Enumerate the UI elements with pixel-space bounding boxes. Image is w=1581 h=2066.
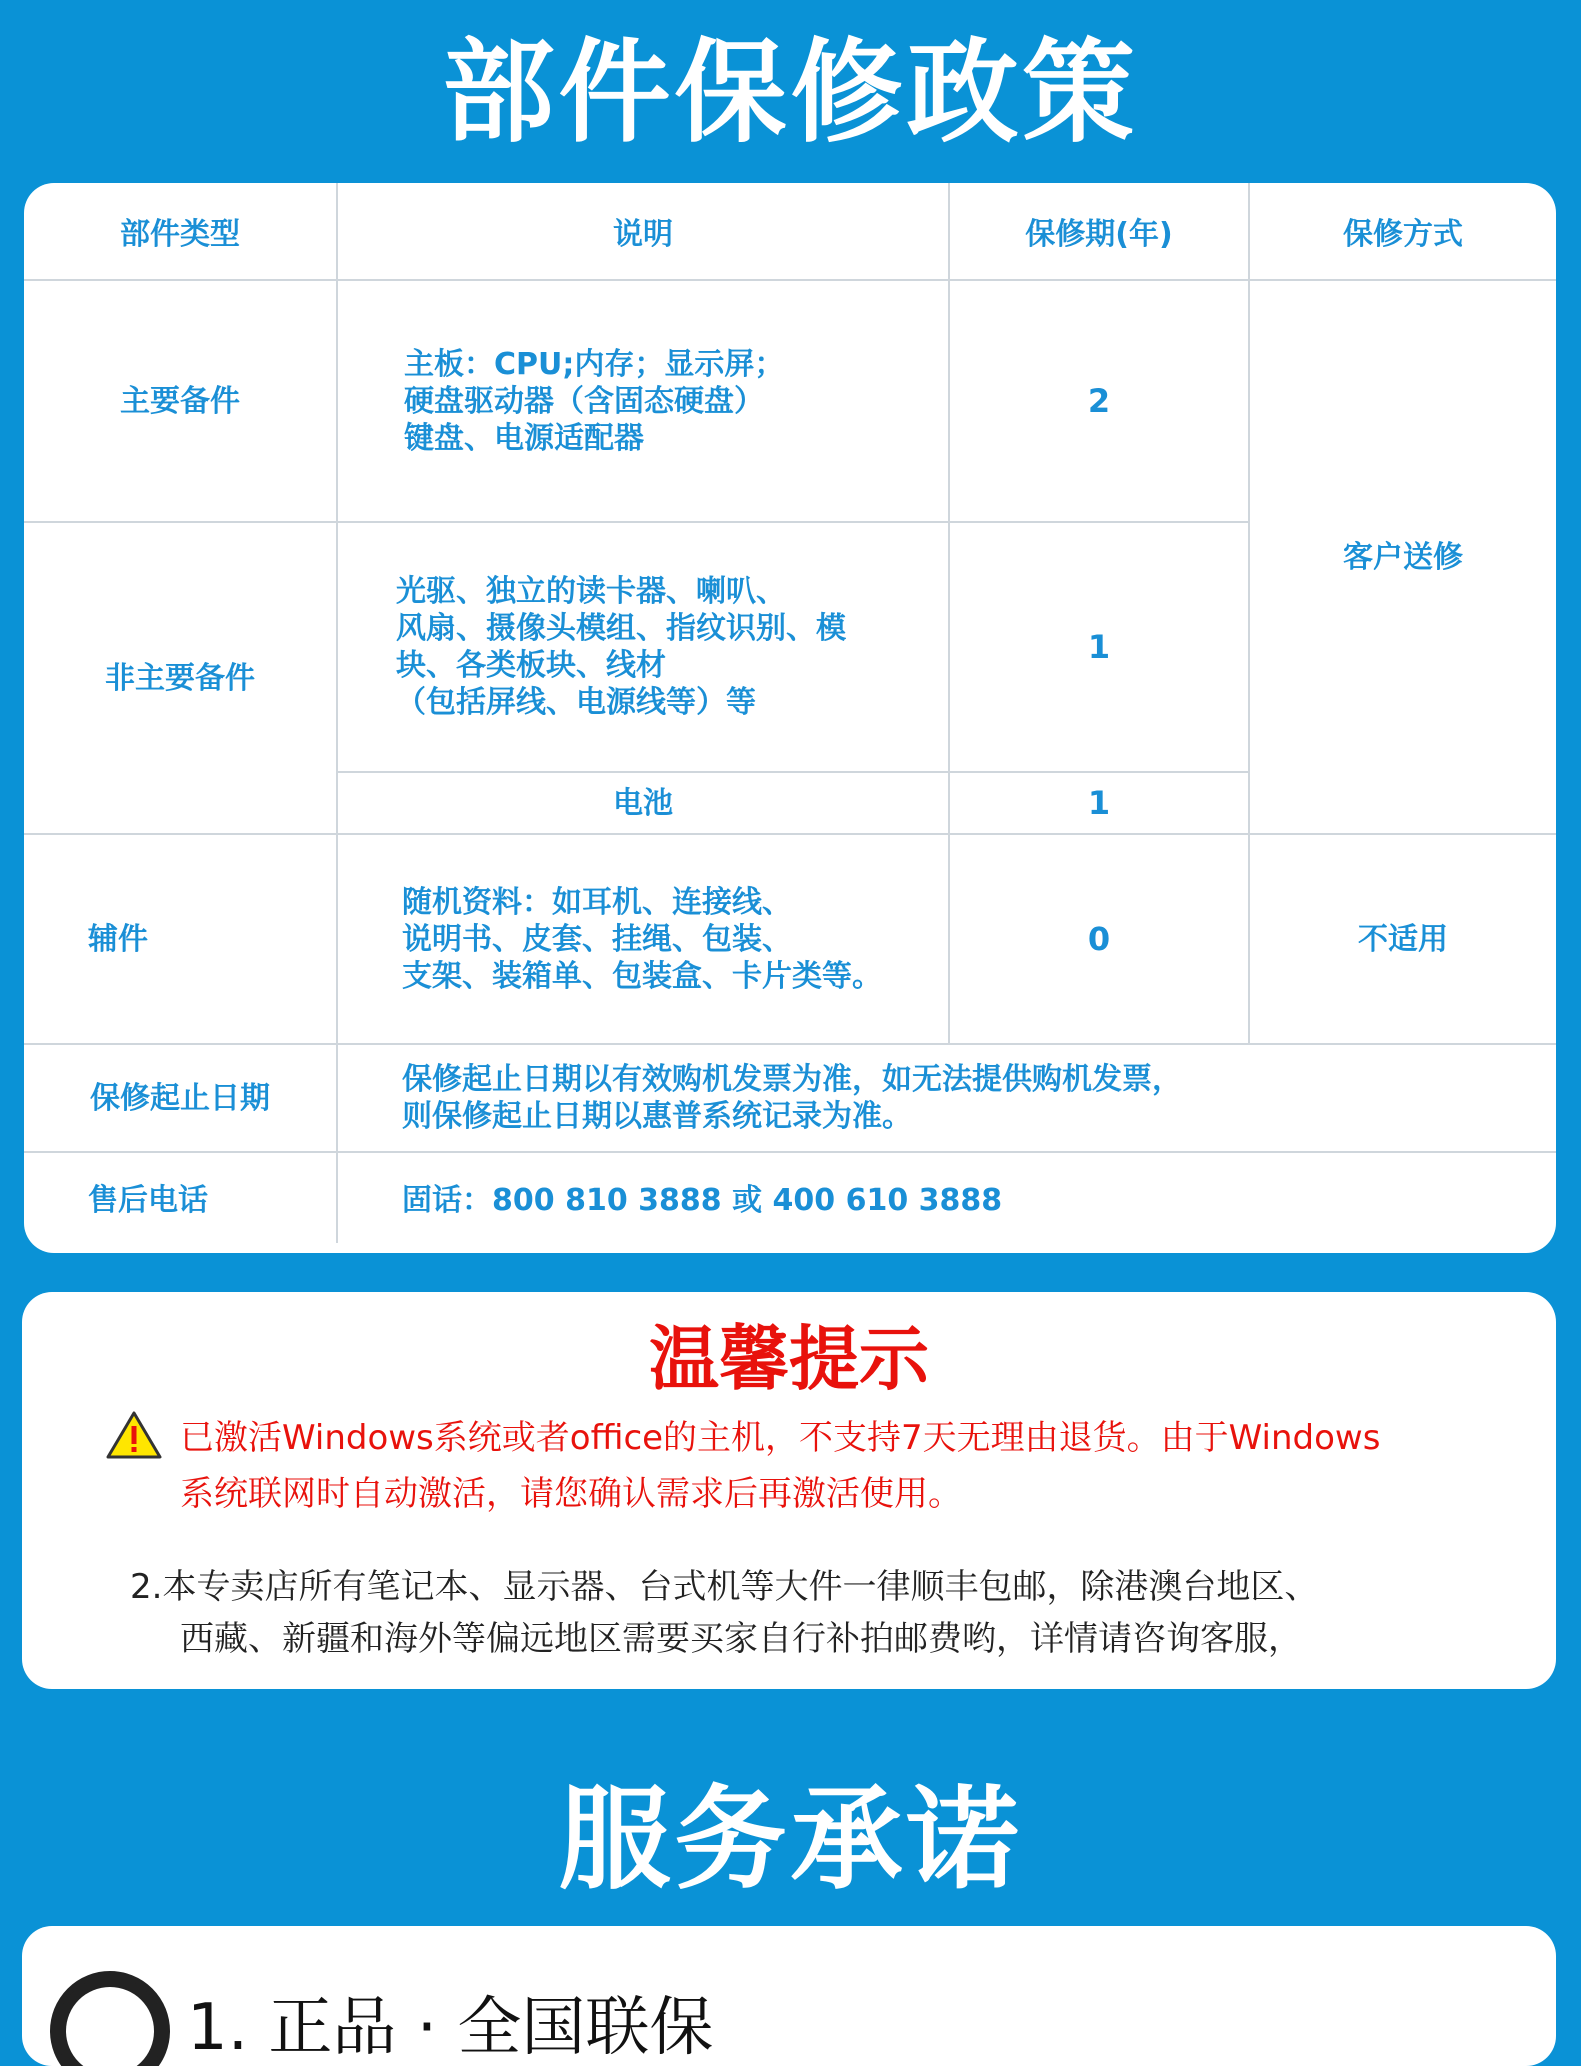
- notice-item-2-line-2: 西藏、新疆和海外等偏远地区需要买家自行补拍邮费哟，详情请咨询客服，: [180, 1619, 1302, 1659]
- policy-title: 部件保修政策: [442, 28, 1139, 158]
- row-nonmain-description: [396, 523, 948, 771]
- notice-item-2-line-1: 2.本专卖店所有笔记本、显示器、台式机等大件一律顺丰包邮，除港澳台地区、: [130, 1567, 1319, 1607]
- notice-title: 温馨提示: [649, 1318, 929, 1400]
- notice-item-1-line-1: 已激活Windows系统或者office的主机，不支持7天无理由退货。由于Windows: [180, 1418, 1381, 1458]
- warranty-table: [24, 183, 1556, 1253]
- description-line: 支架、装箱单、包装盒、卡片类等。: [402, 958, 882, 994]
- notice-item-1-line-2: 系统联网时自动激活，请您确认需求后再激活使用。: [180, 1474, 962, 1514]
- header-description: 说明: [613, 217, 673, 252]
- header-period: 保修期(年): [1025, 217, 1173, 252]
- row-phone-label: 售后电话: [88, 1182, 208, 1218]
- row-main-type: 主要备件: [120, 383, 240, 419]
- description-line: 键盘、电源适配器: [404, 420, 644, 456]
- genuine-badge-icon: [50, 1971, 170, 2066]
- description-line: 硬盘驱动器（含固态硬盘）: [404, 383, 764, 419]
- row-battery-period: 1: [1087, 784, 1111, 822]
- row-battery-description: 电池: [613, 785, 673, 821]
- row-accessory-method: 不适用: [1358, 921, 1448, 957]
- method-customer-repair: 客户送修: [1343, 539, 1463, 575]
- header-part-type: 部件类型: [120, 217, 240, 252]
- notice-card: [22, 1292, 1556, 1689]
- row-main-period: 2: [1087, 382, 1111, 420]
- description-line: 块、各类板块、线材: [396, 648, 666, 683]
- row-date-description: [402, 1045, 1542, 1151]
- description-line: 光驱、独立的读卡器、喇叭、: [396, 574, 786, 609]
- warning-icon: [106, 1410, 162, 1460]
- row-phone-number: 固话：800 810 3888 或 400 610 3888: [402, 1182, 1003, 1218]
- description-line: 主板：CPU;内存；显示屏；: [404, 346, 785, 382]
- description-line: 风扇、摄像头模组、指纹识别、模: [396, 611, 846, 646]
- description-line: （包括屏线、电源线等）等: [396, 685, 756, 720]
- description-line: 保修起止日期以有效购机发票为准，如无法提供购机发票，: [402, 1062, 1182, 1097]
- service-card: [22, 1926, 1556, 2066]
- row-main-description: [404, 281, 948, 521]
- service-title: 服务承诺: [558, 1775, 1023, 1905]
- row-accessory-period: 0: [1087, 920, 1111, 958]
- row-nonmain-type: 非主要备件: [105, 660, 255, 696]
- description-line: 说明书、皮套、挂绳、包装、: [402, 921, 792, 957]
- description-line: 随机资料：如耳机、连接线、: [402, 884, 792, 920]
- header-method: 保修方式: [1343, 217, 1463, 252]
- row-accessory-description: [402, 835, 948, 1043]
- service-item-genuine: 1. 正品 · 全国联保: [187, 1991, 714, 2065]
- row-nonmain-period: 1: [1087, 628, 1111, 666]
- row-accessory-type: 辅件: [88, 921, 148, 957]
- table-divider: [336, 183, 338, 1243]
- description-line: 则保修起止日期以惠普系统记录为准。: [402, 1099, 912, 1134]
- row-date-label: 保修起止日期: [90, 1080, 270, 1116]
